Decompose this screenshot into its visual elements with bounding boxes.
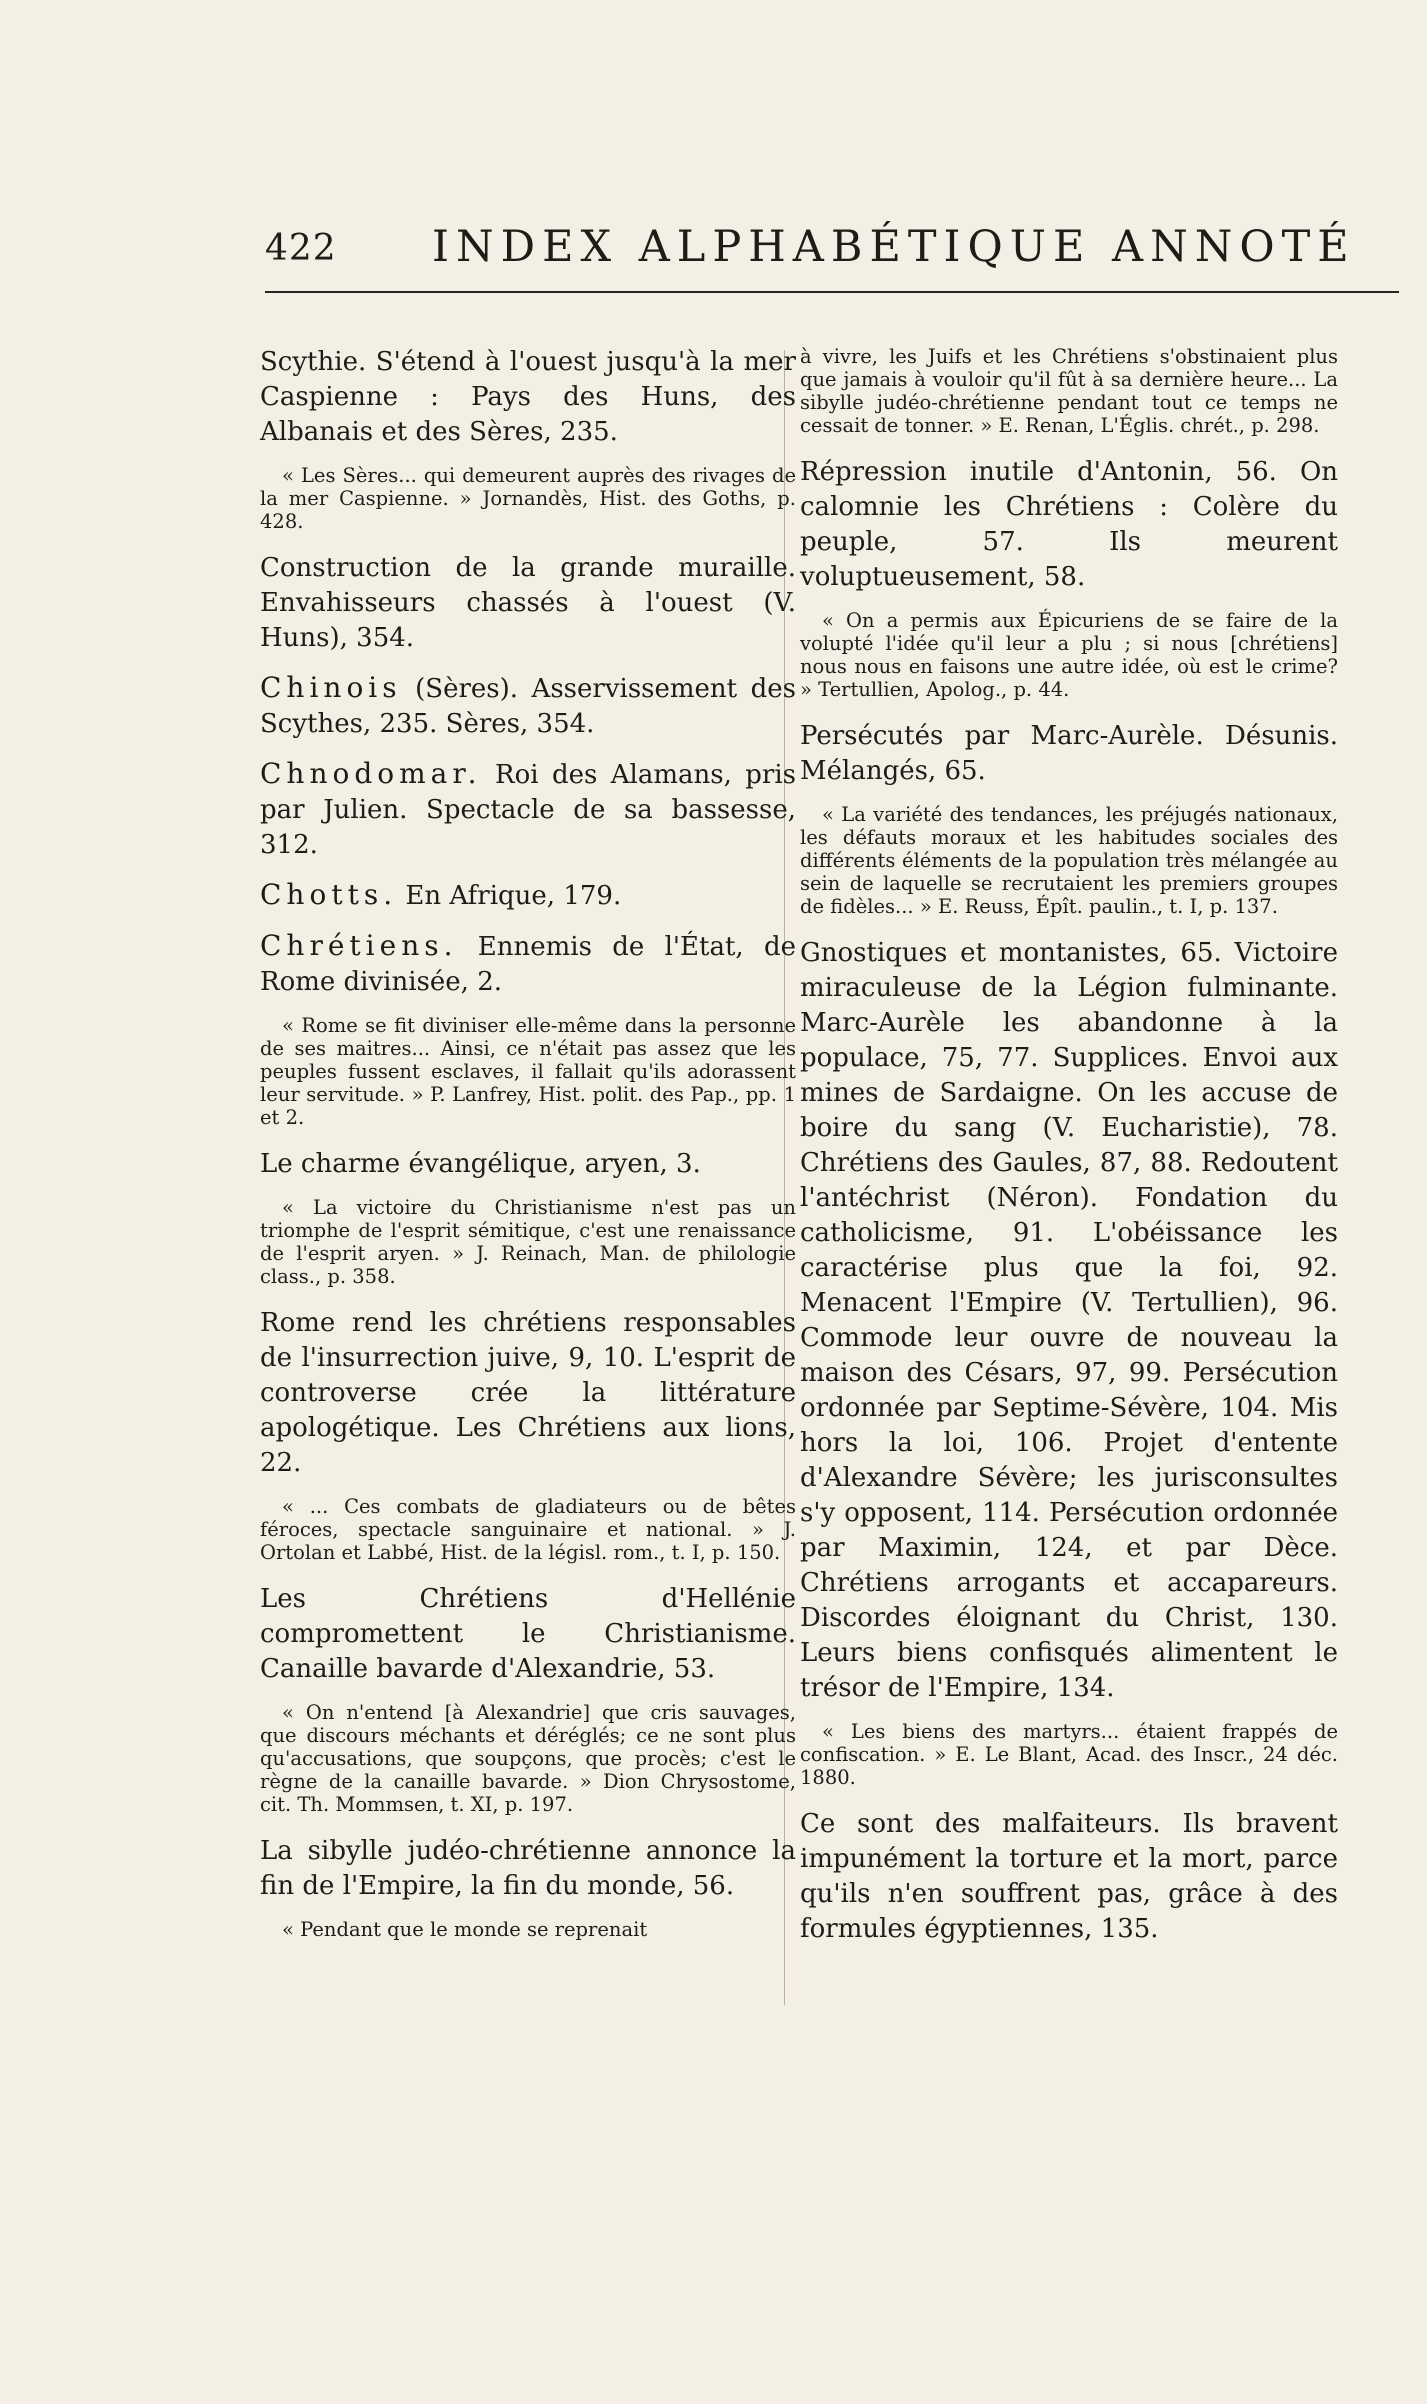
quote-renan: à vivre, les Juifs et les Chrétiens s'obstinaient plus que jamais à vouloir qu'il fût à sa dernière heure... La sibylle judéo-chrétienne pendant tout ce temps ne cessait de tonner. » E. Renan, L'Églis. chrét., p. 298. (800, 345, 1338, 437)
entry-chretiens-text: Ennemis de l'État, de Rome divinisée, 2. (260, 932, 796, 997)
entry-chnodomar-text: Roi des Alamans, pris par Julien. Spectacle de sa bassesse, 312. (260, 760, 797, 860)
entry-chotts-text: En Afrique, 179. (405, 881, 622, 911)
quote-lanfrey: « Rome se fit diviniser elle-même dans la personne de ses maitres... Ainsi, ce n'était pas assez que les peuples fussent esclaves, il fallait qu'ils adorassent leur servitude. » P. Lanfrey, Hist. polit. des Pap., pp. 1 et 2. (260, 1014, 796, 1129)
page-number: 422 (265, 228, 337, 269)
quote-ortolan: « ... Ces combats de gladiateurs ou de bêtes féroces, spectacle sanguinaire et national. » J. Ortolan et Labbé, Hist. de la législ. rom., t. I, p. 150. (260, 1495, 796, 1564)
entry-chretiens (260, 928, 796, 1000)
entry-charme-evangelique: Le charme évangélique, aryen, 3. (260, 1149, 701, 1179)
running-title: INDEX ALPHABÉTIQUE ANNOTÉ (432, 222, 1356, 272)
quote-jornandes: « Les Sères... qui demeurent auprès des rivages de la mer Caspienne. » Jornandès, Hist. des Goths, p. 428. (260, 464, 796, 533)
quote-le-blant: « Les biens des martyrs... étaient frappés de confiscation. » E. Le Blant, Acad. des Inscr., 24 déc. 1880. (800, 1720, 1338, 1789)
entry-malfaiteurs: Ce sont des malfaiteurs. Ils bravent impunément la torture et la mort, parce qu'ils n'en souffrent pas, grâce à des formules égyptiennes, 135. (800, 1809, 1338, 1944)
entry-sibylle: La sibylle judéo-chrétienne annonce la fin de l'Empire, la fin du monde, 56. (260, 1836, 796, 1901)
entry-hellenie: Les Chrétiens d'Hellénie compromettent le Christianisme. Canaille bavarde d'Alexandrie, 53. (260, 1584, 796, 1684)
quote-dion: « On n'entend [à Alexandrie] que cris sauvages, que discours méchants et déréglés; ce ne sont plus qu'accusations, que soupçons, que procès; c'est le règne de la canaille bavarde. » Dion Chrysostome, cit. Th. Mommsen, t. XI, p. 197. (260, 1701, 796, 1816)
headword-chretiens: Chrétiens. (260, 929, 458, 962)
quote-tertullien: « On a permis aux Épicuriens de se faire de la volupté l'idée qu'il leur a plu ; si nous [chrétiens] nous nous en faisons une autre idée, où est le crime? » Tertullien, Apolog., p. 44. (800, 609, 1338, 701)
page-header (0, 0, 1427, 300)
entry-antonin: Répression inutile d'Antonin, 56. On calomnie les Chrétiens : Colère du peuple, 57. Ils meurent voluptueusement, 58. (800, 457, 1338, 592)
entry-chinois (260, 670, 796, 742)
entry-chotts (260, 877, 796, 914)
headword-chnodomar: Chnodomar. (260, 757, 482, 790)
entry-scythie: Scythie. S'étend à l'ouest jusqu'à la mer Caspienne : Pays des Huns, des Albanais et des Sères, 235. (260, 347, 796, 447)
entry-gnostiques: Gnostiques et montanistes, 65. Victoire miraculeuse de la Légion fulminante. Marc-Aurèle les abandonne à la populace, 75, 77. Supplices. Envoi aux mines de Sardaigne. On les accuse de boire du sang (V. Eucharistie), 78. Chrétiens des Gaules, 87, 88. Redoutent l'antéchrist (Néron). Fondation du catholicisme, 91. L'obéissance les caractérise plus que la foi, 92. Menacent l'Empire (V. Tertullien), 96. Commode leur ouvre de nouveau la maison des Césars, 97, 99. Persécution ordonnée par Septime-Sévère, 104. Mis hors la loi, 106. Projet d'entente d'Alexandre Sévère; les jurisconsultes s'y opposent, 114. Persécution ordonnée par Maximin, 124, et par Dèce. Chrétiens arrogants et accapareurs. Discordes éloignant du Christ, 130. Leurs biens confisqués alimentent le trésor de l'Empire, 134. (800, 938, 1338, 1703)
entry-chinois-text: (Sères). Asservissement des Scythes, 235. Sères, 354. (260, 674, 796, 739)
headword-chotts: Chotts. (260, 878, 398, 911)
quote-reinach: « La victoire du Christianisme n'est pas un triomphe de l'esprit sémitique, c'est une renaissance de l'esprit aryen. » J. Reinach, Man. de philologie class., p. 358. (260, 1196, 796, 1288)
headword-chinois: Chinois (260, 671, 402, 704)
entry-marc-aurele: Persécutés par Marc-Aurèle. Désunis. Mélangés, 65. (800, 721, 1338, 786)
right-column (800, 345, 1338, 1961)
entry-grande-muraille: Construction de la grande muraille. Envahisseurs chassés à l'ouest (V. Huns), 354. (260, 553, 796, 653)
left-column (260, 345, 796, 1959)
quote-reuss: « La variété des tendances, les préjugés nationaux, les défauts moraux et les habitudes sociales des différents éléments de la population très mélangée au sein de laquelle se recrutaient les premiers groupes de fidèles... » E. Reuss, Épît. paulin., t. I, p. 137. (800, 803, 1338, 918)
entry-chnodomar (260, 756, 796, 863)
header-rule (265, 291, 1399, 293)
entry-rome-responsables: Rome rend les chrétiens responsables de l'insurrection juive, 9, 10. L'esprit de controverse crée la littérature apologétique. Les Chrétiens aux lions, 22. (260, 1308, 796, 1478)
quote-pendant: « Pendant que le monde se reprenait (282, 1918, 648, 1941)
